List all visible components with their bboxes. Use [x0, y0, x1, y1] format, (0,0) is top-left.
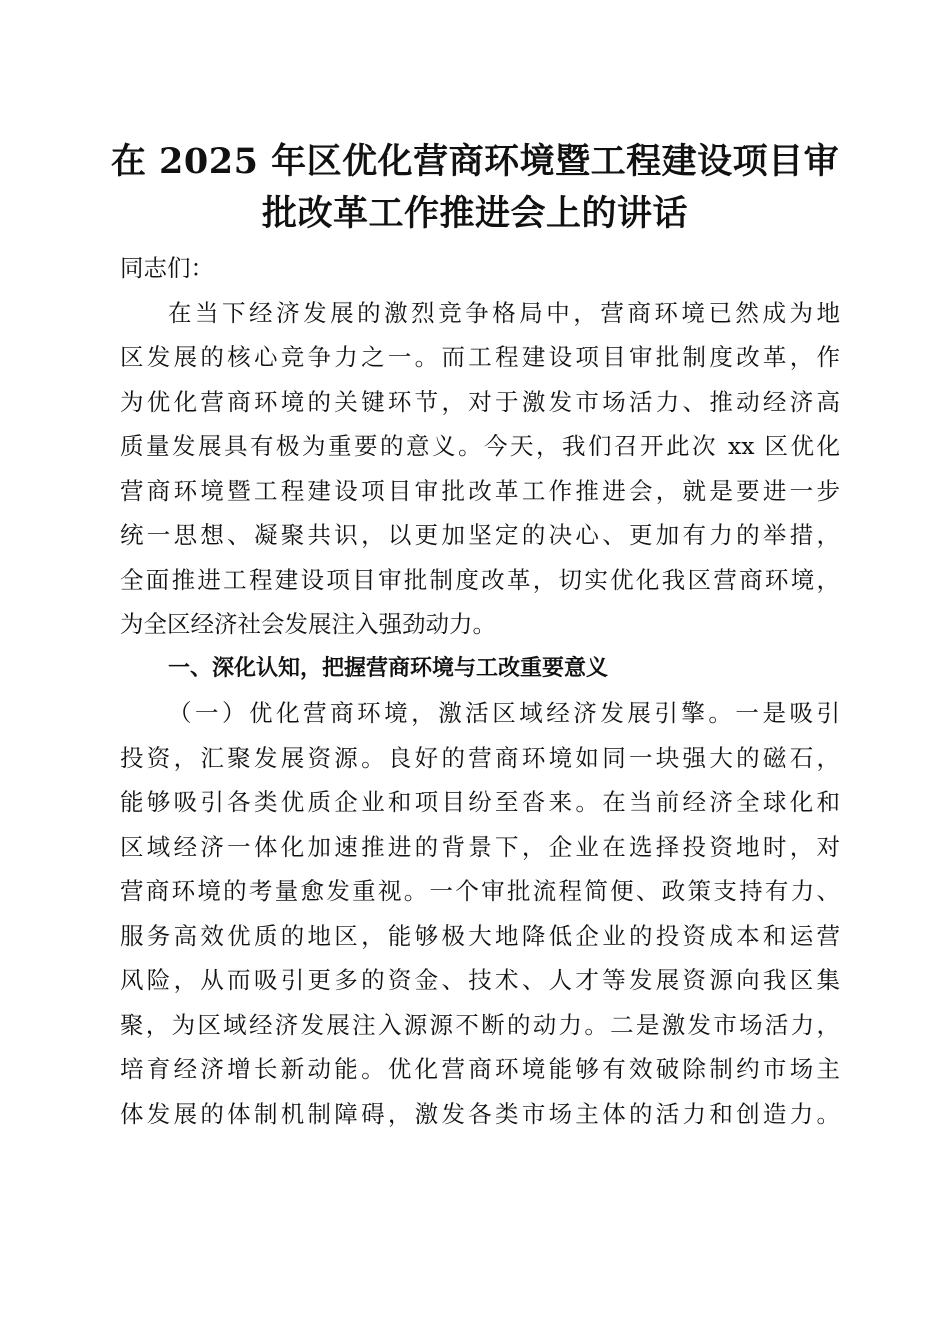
title-line-1: 在 2025 年区优化营商环境暨工程建设项目审 [110, 141, 840, 182]
paragraph-line: 能够吸引各类优质企业和项目纷至沓来。在当前经济全球化和 [120, 788, 840, 816]
paragraph-line: 区发展的核心竞争力之一。而工程建设项目审批制度改革，作 [120, 343, 840, 371]
paragraph-line: 培育经济增长新动能。优化营商环境能够有效破除制约市场主 [120, 1055, 840, 1083]
paragraph-line: 营商环境暨工程建设项目审批改革工作推进会，就是要进一步 [120, 476, 840, 505]
paragraph-line: 全面推进工程建设项目审批制度改革，切实优化我区营商环境， [120, 565, 840, 594]
paragraph-line: 在当下经济发展的激烈竞争格局中，营商环境已然成为地 [168, 298, 840, 327]
paragraph-line: 服务高效优质的地区，能够极大地降低企业的投资成本和运营 [120, 921, 840, 950]
paragraph-line: 体发展的体制机制障碍，激发各类市场主体的活力和创造力。 [120, 1099, 840, 1128]
paragraph-line: 为优化营商环境的关键环节，对于激发市场活力、推动经济高 [120, 387, 840, 416]
paragraph-line: 风险，从而吸引更多的资金、技术、人才等发展资源向我区集 [120, 966, 840, 994]
paragraph-line: 投资，汇聚发展资源。良好的营商环境如同一块强大的磁石， [120, 743, 840, 772]
document-body [120, 246, 840, 1136]
paragraph-line: 区域经济一体化加速推进的背景下，企业在选择投资地时，对 [120, 832, 840, 861]
paragraph-line: （一）优化营商环境，激活区域经济发展引擎。一是吸引 [168, 699, 840, 727]
paragraph-line: 统一思想、凝聚共识，以更加坚定的决心、更加有力的举措， [120, 521, 840, 549]
document-title [110, 136, 840, 240]
salutation: 同志们： [120, 254, 214, 282]
paragraph-line: 聚，为区域经济发展注入源源不断的动力。二是激发市场活力， [120, 1010, 840, 1039]
section-heading: 一、深化认知，把握营商环境与工改重要意义 [168, 655, 609, 681]
title-line-2: 批改革工作推进会上的讲话 [261, 193, 688, 234]
paragraph-line: 营商环境的考量愈发重视。一个审批流程简便、政策支持有力、 [120, 877, 840, 905]
paragraph-line: 质量发展具有极为重要的意义。今天，我们召开此次 xx 区优化 [120, 432, 840, 460]
paragraph-line: 为全区经济社会发展注入强劲动力。 [120, 610, 496, 638]
